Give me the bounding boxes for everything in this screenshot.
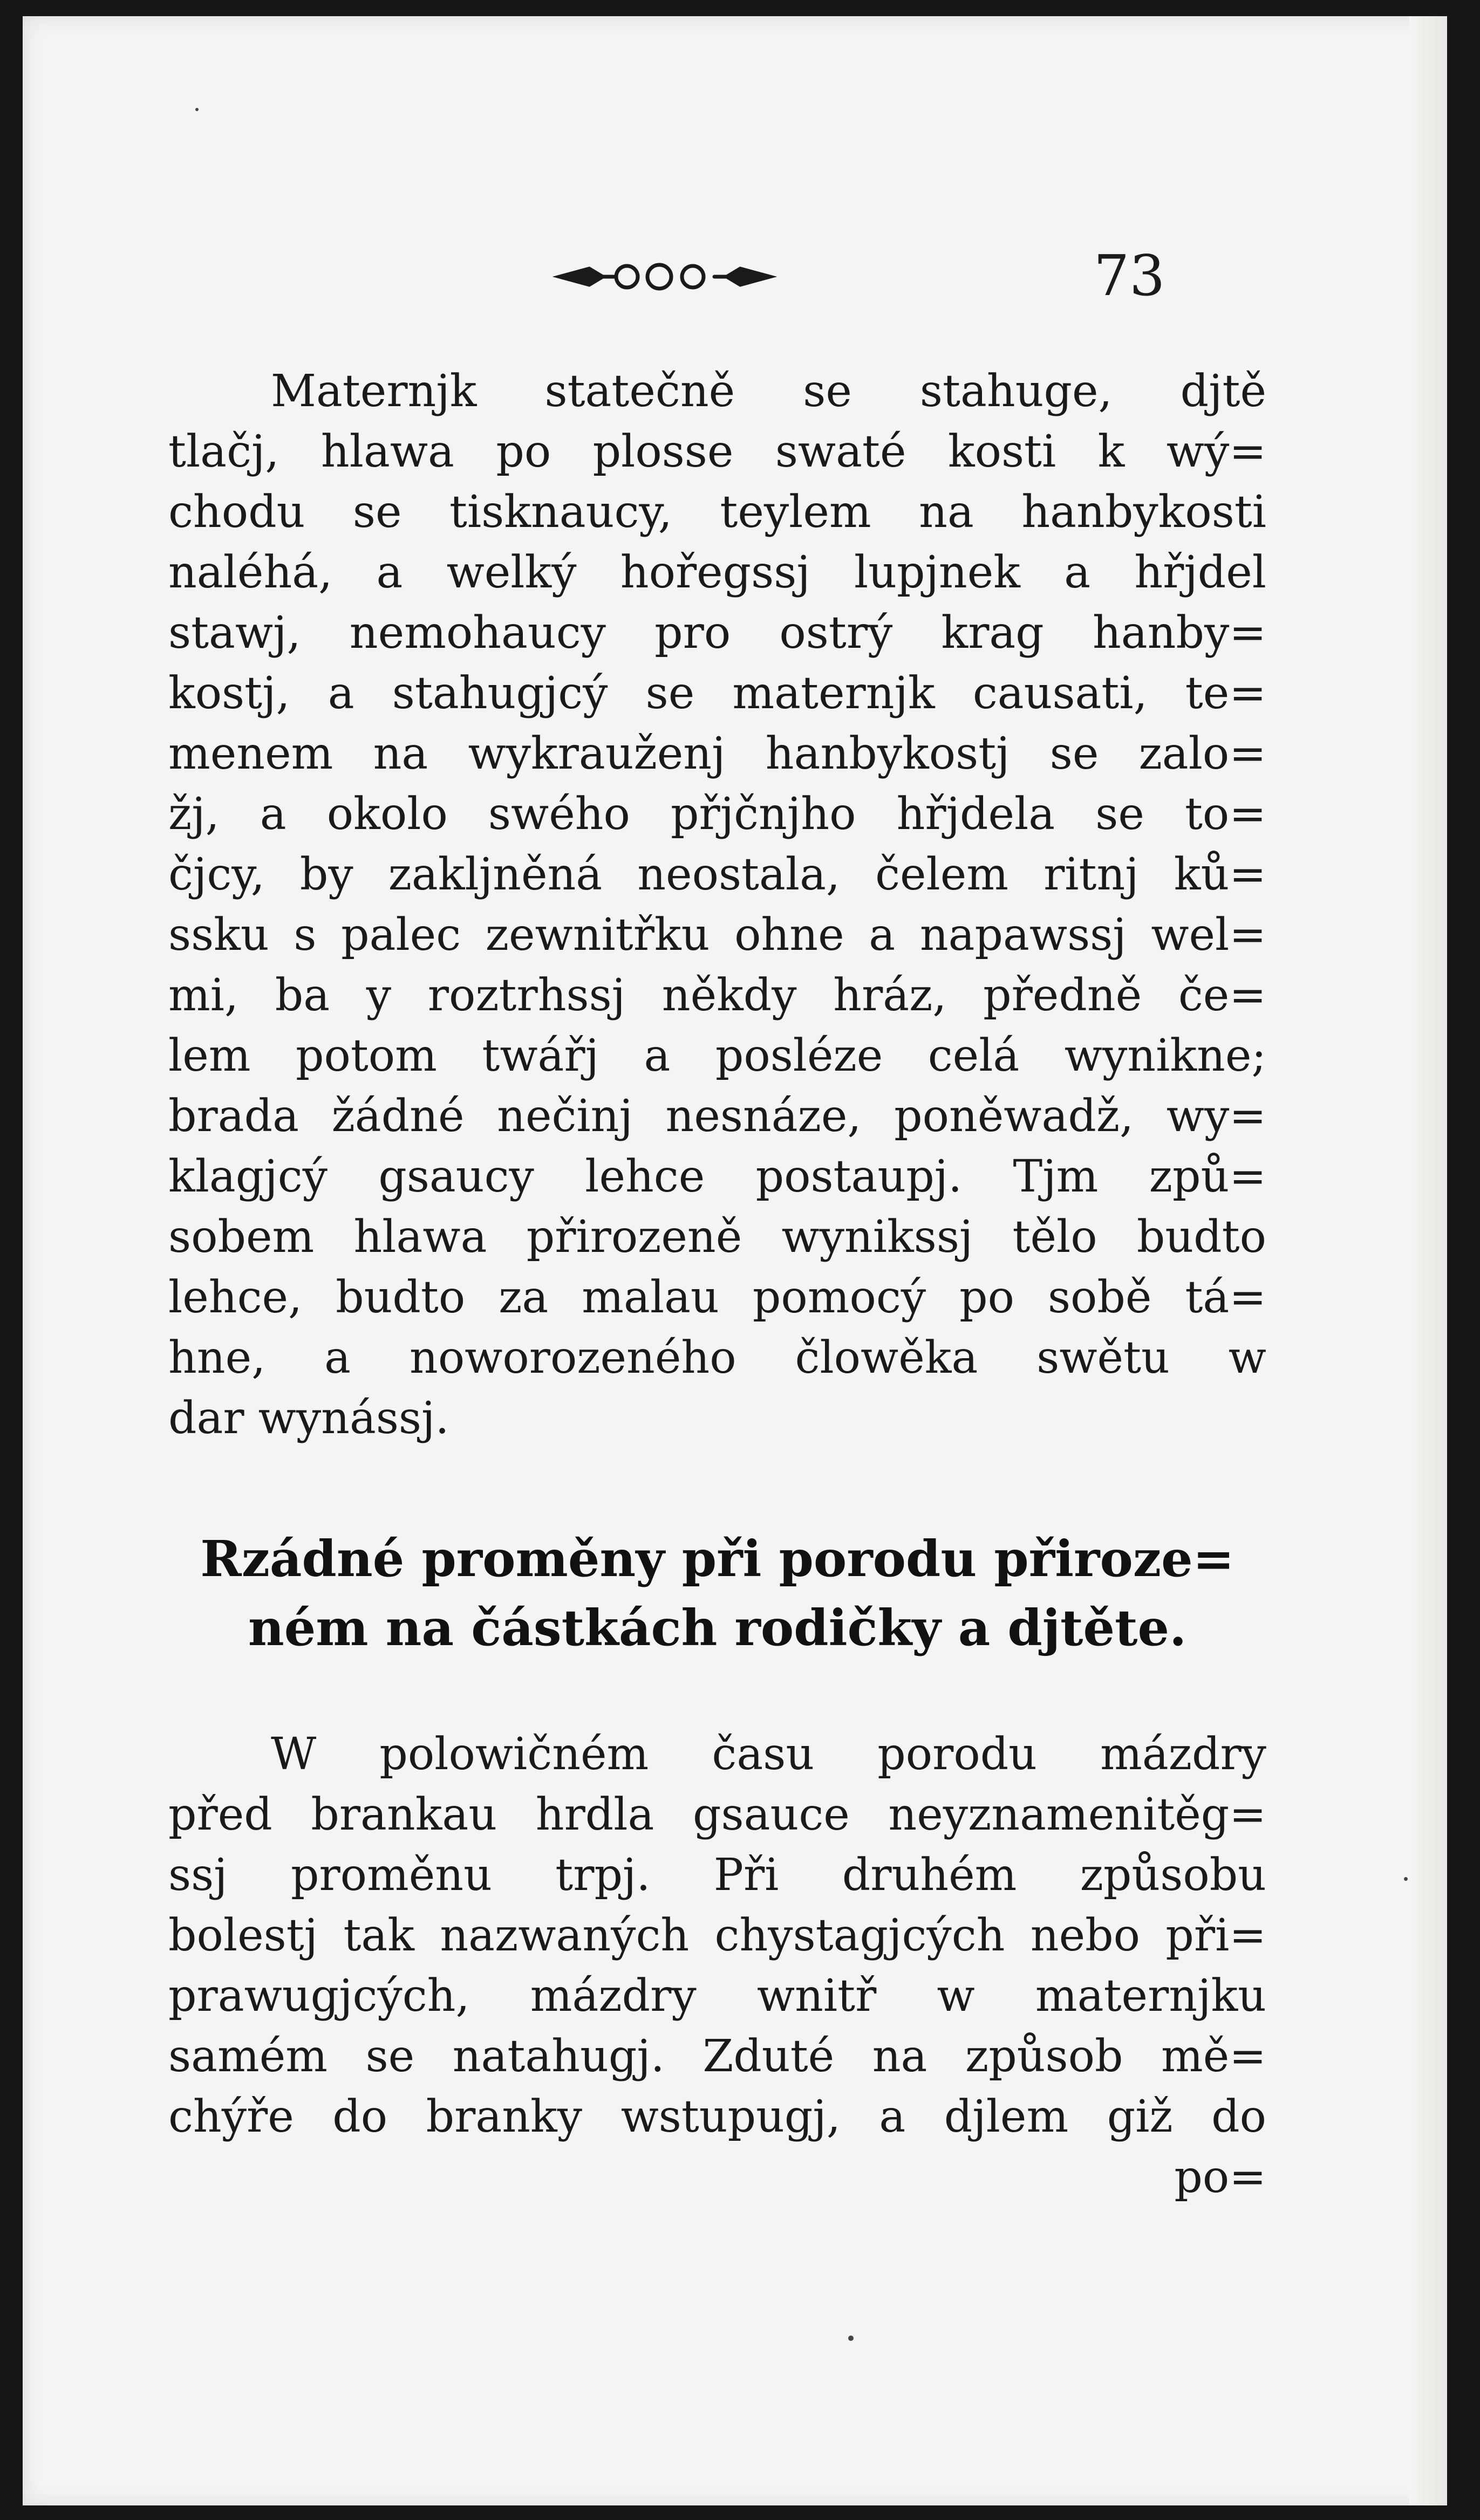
text-line: stawj, nemohaucy pro ostrý krag hanby= — [168, 607, 1266, 659]
text-line: ssj proměnu trpj. Při druhém způsobu — [168, 1850, 1266, 1901]
text-line: chýře do branky wstupugj, a djlem giž do — [168, 2091, 1266, 2142]
text-line: sobem hlawa přirozeně wynikssj tělo budto — [168, 1211, 1266, 1263]
page-header — [23, 243, 1447, 313]
section-heading — [168, 1524, 1266, 1662]
paper-speck — [195, 108, 199, 111]
text-line: menem na wykrauženj hanbykostj se zalo= — [168, 728, 1266, 779]
heading-line: ném na částkách rodičky a djtěte. — [248, 1599, 1187, 1657]
text-line: samém se natahugj. Zduté na způsob mě= — [168, 2031, 1266, 2082]
text-line: brada žádné nečinj nesnáze, poněwadž, wy= — [168, 1091, 1266, 1142]
paragraph-2 — [168, 1724, 1266, 2147]
text-line: hne, a noworozeného člowěka swětu w — [168, 1332, 1266, 1384]
text-line: dar wynássj. — [168, 1393, 449, 1444]
book-page — [23, 16, 1447, 2505]
page-number: 73 — [1094, 243, 1165, 309]
ornamental-headpiece-icon — [551, 252, 778, 301]
text-line: před brankau hrdla gsauce neyznamenitěg= — [168, 1789, 1266, 1840]
text-line: čjcy, by zakljněná neostala, čelem ritnj ků= — [168, 849, 1266, 900]
text-line: Maternjk statečně se stahuge, djtě — [271, 366, 1266, 417]
text-line: ssku s palec zewnitřku ohne a napawssj wel= — [168, 909, 1266, 961]
paper-speck — [1404, 1877, 1408, 1881]
text-line: bolestj tak nazwaných chystagjcých nebo při= — [168, 1910, 1266, 1961]
text-line: tlačj, hlawa po plosse swaté kosti k wý= — [168, 426, 1266, 477]
text-line: žj, a okolo swého přjčnjho hřjdela se to= — [168, 789, 1266, 840]
page-edge-shadow — [1409, 16, 1447, 2505]
heading-line: Rzádné proměny při porodu přiroze= — [200, 1530, 1235, 1588]
text-line: naléhá, a welký hořegssj lupjnek a hřjdel — [168, 547, 1266, 598]
text-line: W polowičném času porodu mázdry — [271, 1729, 1266, 1780]
text-line: chodu se tisknaucy, teylem na hanbykosti — [168, 487, 1266, 538]
paper-speck — [848, 2336, 854, 2341]
text-line: klagjcý gsaucy lehce postaupj. Tjm způ= — [168, 1151, 1266, 1202]
text-line: lem potom twářj a posléze celá wynikne; — [168, 1030, 1266, 1081]
paragraph-1 — [168, 361, 1266, 1449]
text-line: mi, ba y roztrhssj někdy hráz, předně če= — [168, 970, 1266, 1021]
text-body — [168, 361, 1266, 2203]
text-line: kostj, a stahugjcý se maternjk causati, te= — [168, 668, 1266, 719]
catchword: po= — [1174, 2152, 1266, 2203]
text-line: prawugjcých, mázdry wnitř w maternjku — [168, 1970, 1266, 2022]
text-line: lehce, budto za malau pomocý po sobě tá= — [168, 1272, 1266, 1323]
